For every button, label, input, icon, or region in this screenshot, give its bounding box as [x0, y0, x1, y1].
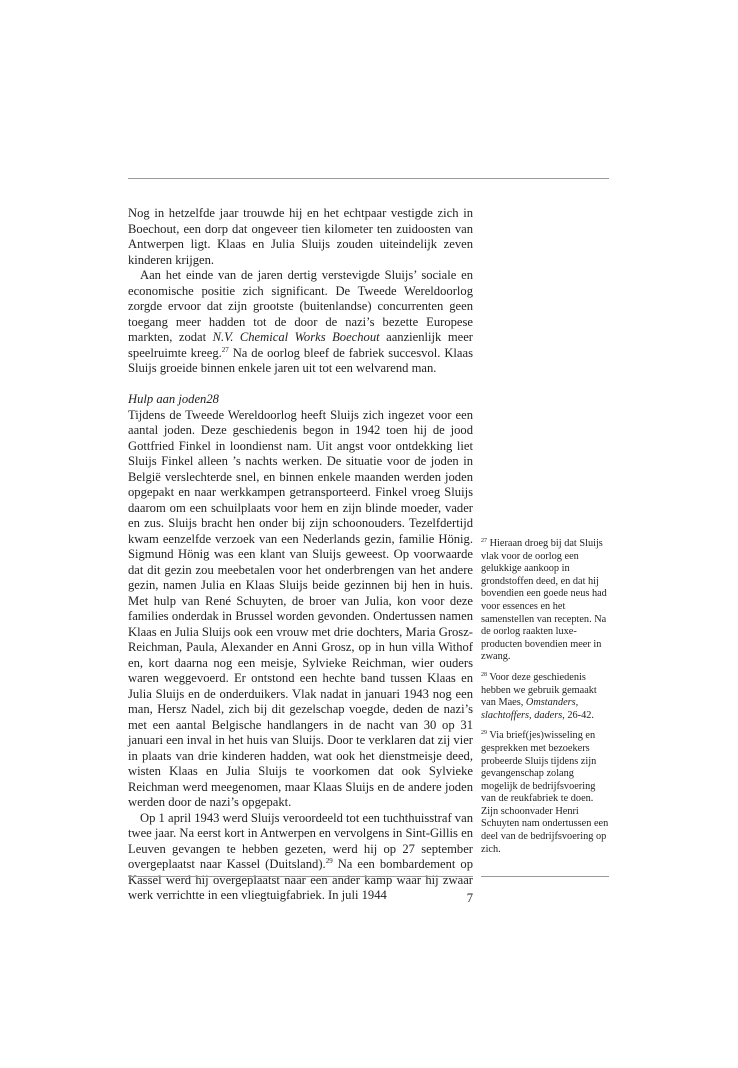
- footnote-28: $^{28}$ Voor deze geschiedenis hebben we gebruik gemaakt van Maes, Omstanders, slachtoffers, daders, 26-42.: [481, 671, 597, 721]
- paragraph-3: Tijdens de Tweede Wereldoorlog heeft Sluijs zich ingezet voor een aantal joden. Deze geschiedenis begon in 1942 toen hij de jood Gottfried Finkel in loondienst nam. Uit angst voor ontdekking liet Sluijs Finkel alleen ’s nachts werken. De situatie voor de joden in België verslechterde snel, en binnen enkele maanden werden joden opgepakt en naar werkkampen getransporteerd. Finkel vroeg Sluijs daarom om een schuilplaats voor hem en zijn blinde moeder, vader en zus. Sluijs bracht hen onder bij zijn schoonouders. Tezelfdertijd kwam eenzelfde verzoek van een Nederlands gezin, familie Hönig. Sigmund Hönig was een klant van Sluijs geweest. Op voorwaarde dat dit gezin zou meebetalen voor het onderbrengen van het andere gezin, namen Julia en Klaas Sluijs beide gezinnen bij hen in huis. Met hulp van René Schuyten, de broer van Julia, kon voor deze families onderdak in Brussel worden gevonden. Ondertussen namen Klaas en Julia Sluijs ook een vrouw met drie dochters, Maria Grosz-Reichman, Paula, Alexander en Anni Grosz, op in hun villa Withof en, kort daarna nog een meisje, Sylvieke Reichman, wier ouders waren weggevoerd. Er ontstond een hechte band tussen Klaas en Julia Sluijs en de onderduikers. Vlak nadat in januari 1943 nog een man, Hersz Nadel, zich bij dit gezelschap voegde, deden de nazi’s met een aantal Belgische handlangers in de nacht van 30 op 31 januari een inval in het huis van Sluijs. Door te verklaren dat zij vier in plaats van drie kinderen hadden, wat ook het dienstmeisje deed, wisten Klaas en Julia Sluijs te voorkomen dat ook Sylvieke Reichman werd meegenomen, maar Klaas Sluijs en de andere joden werden door de nazi’s opgepakt.: [128, 407, 473, 809]
- footnote-29: $^{29}$ Via brief(jes)wisseling en gesprekken met bezoekers probeerde Sluijs tijdens zijn gevangenschap zolang mogelijk de bedrijfsvoering van de reukfabriek te doen. Zijn schoonvader Henri Schuyten nam ondertussen een deel van de bedrijfsvoering op zich.: [481, 730, 609, 855]
- section-heading: Hulp aan joden28: [128, 392, 219, 406]
- company-name: N.V. Chemical Works Boechout: [212, 330, 380, 344]
- paragraph-4: Op 1 april 1943 werd Sluijs veroordeeld tot een tuchthuisstraf van twee jaar. Na eerst kort in Antwerpen en vervolgens in Sint-Gillis en Leuven gevangen te hebben gezeten, werd hij op 27 september overgeplaatst naar Kassel (Duitsland).$^{29}$ Na een bombardement op Kassel werd hij overgeplaatst naar een ander kamp waar hij zwaar werk verrichtte in een vliegtuigfabriek. In juli 1944: [128, 810, 473, 902]
- bottom-rule-main: [128, 876, 473, 877]
- bottom-rule-footnotes: [481, 876, 609, 877]
- footnote-ref-29: 29: [325, 857, 333, 865]
- footnote-ref-28: 28: [206, 392, 219, 406]
- footnote-27: $^{27}$ Hieraan droeg bij dat Sluijs vlak voor de oorlog een gelukkige aankoop in grondstoffen deed, en dat hij bovendien een goede neus had voor essences en het samenstellen van recepten. Na de oorlog raakten luxe-producten bovendien meer in zwang.: [481, 538, 607, 663]
- main-text-column: [128, 206, 473, 904]
- paragraph-2: Aan het einde van de jaren dertig verstevigde Sluijs’ sociale en economische positie zich significant. De Tweede Wereldoorlog zorgde ervoor dat zijn grootste (buitenlandse) concurrenten geen toegang meer hadden tot de door de nazi’s bezette Europese markten, zodat N.V. Chemical Works Boechout aanzienlijk meer speelruimte kreeg.$^{27}$ Na de oorlog bleef de fabriek succesvol. Klaas Sluijs groeide binnen enkele jaren uit tot een welvarend man.: [128, 268, 474, 375]
- footnotes-column: [481, 538, 609, 864]
- paragraph-1: Nog in hetzelfde jaar trouwde hij en het echtpaar vestigde zich in Boechout, een dorp dat ongeveer tien kilometer ten zuidoosten van Antwerpen ligt. Klaas en Julia Sluijs zouden uiteindelijk zeven kinderen krijgen.: [128, 206, 473, 267]
- top-rule: [128, 178, 609, 179]
- footnote-ref-27: 27: [221, 345, 229, 354]
- page-number: 7: [466, 891, 473, 905]
